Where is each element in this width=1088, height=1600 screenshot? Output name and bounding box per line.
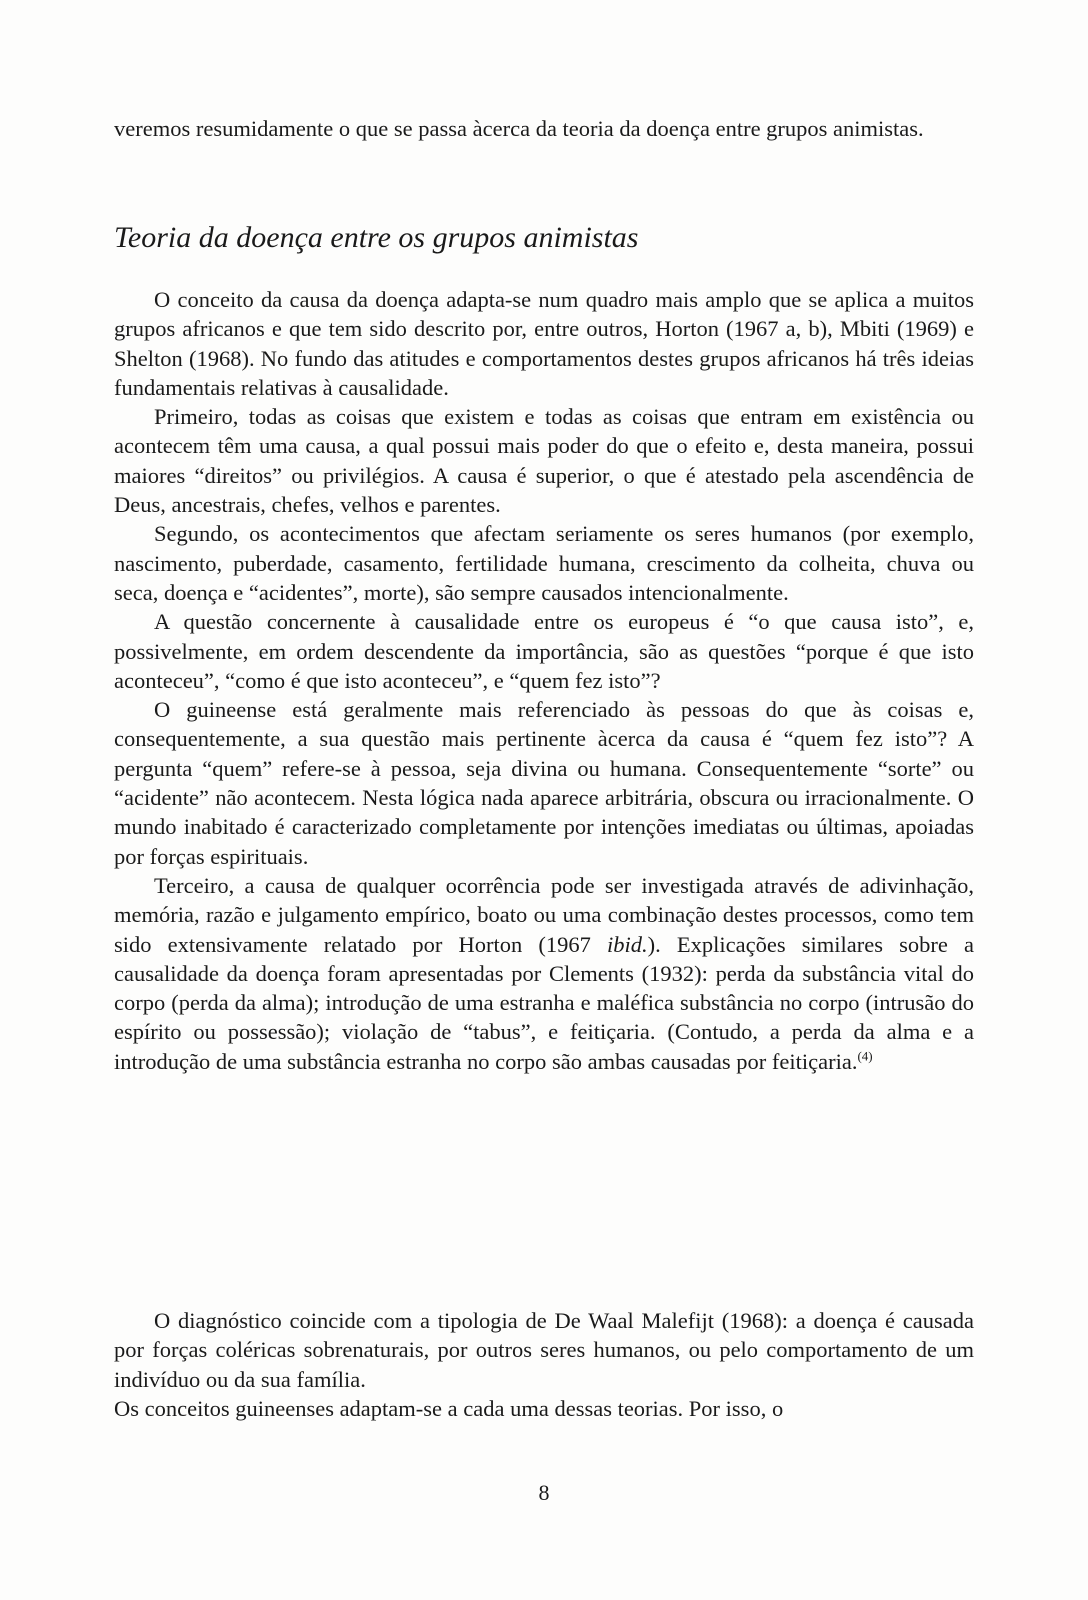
closing-text-block — [114, 1306, 974, 1423]
ibid-citation: ibid. — [607, 931, 648, 957]
paragraph-diagnosis: O diagnóstico coincide com a tipologia de De Waal Malefijt (1968): a doença é causada por forças coléricas sobrenaturais, por outros seres humanos, ou pelo comportamento de um indivíduo ou da sua família. — [114, 1308, 974, 1392]
section-body — [114, 285, 974, 1076]
page-number: 8 — [538, 1480, 550, 1505]
paragraph-european-question: A questão concernente à causalidade entre os europeus é “o que causa isto”, e, possivelmente, em ordem descendente da importância, são as questões “porque é que isto aconteceu”, “como é que isto aconteceu”, e “quem fez isto”? — [114, 609, 974, 693]
paragraph-guinean-question: O guineense está geralmente mais referenciado às pessoas do que às coisas e, consequentemente, a sua questão mais pertinente àcerca da causa é “quem fez isto”? A pergunta “quem” refere-se à pessoa, seja divina ou humana. Consequentemente “sorte” ou “acidente” não acontecem. Nesta lógica nada aparece arbitrária, obscura ou irracionalmente. O mundo inabitado é caracterizado completamente por intenções imediatas ou últimas, apoiadas por forças espirituais. — [114, 697, 974, 869]
third-idea-text-start: Terceiro, a causa de qualquer ocorrência pode ser investigada através de adivinhação, memória, razão e julgamento empírico, boato ou uma combinação destes processos, como tem sido extensivamente relatado por Horton (1967 — [114, 872, 974, 957]
paragraph-concept: O conceito da causa da doença adapta-se num quadro mais amplo que se aplica a muitos grupos africanos e que tem sido descrito por, entre outros, Horton (1967 a, b), Mbiti (1969) e Shelton (1968). No fundo das atitudes e comportamentos destes grupos africanos há três ideias fundamentais relativas à causalidade. — [114, 287, 974, 400]
third-idea-text-end: ). Explicações similares sobre a causalidade da doença foram apresentadas por Clements (1932): perda da substância vital do corpo (perda da alma); introdução de uma estranha e maléfica substância no corpo (intrusão do espírito ou possessão); violação de “tabus”, e feitiçaria. (Contudo, a perda da alma e a introdução de uma substância estranha no corpo são ambas causadas por feitiçaria. — [114, 931, 974, 1074]
paragraph-third-idea — [114, 871, 974, 1076]
paragraph-guinean-concepts: Os conceitos guineenses adaptam-se a cada uma dessas teorias. Por isso, o — [114, 1395, 784, 1421]
paragraph-first-idea: Primeiro, todas as coisas que existem e todas as coisas que entram em existência ou acontecem têm uma causa, a qual possui mais poder do que o efeito e, desta maneira, possui maiores “direitos” ou privilégios. A causa é superior, o que é atestado pela ascendência de Deus, ancestrais, chefes, velhos e parentes. — [114, 404, 974, 518]
intro-text-block — [114, 114, 974, 143]
paragraph-second-idea: Segundo, os acontecimentos que afectam seriamente os seres humanos (por exemplo, nascimento, puberdade, casamento, fertilidade humana, crescimento da colheita, chuva ou seca, doença e “acidentes”, morte), são sempre causados intencionalmente. — [114, 521, 974, 605]
intro-paragraph: veremos resumidamente o que se passa àcerca da teoria da doença entre grupos animistas. — [114, 116, 924, 141]
section-heading: Teoria da doença entre os grupos animistas — [114, 221, 639, 254]
footnote-reference: (4) — [857, 1048, 873, 1064]
